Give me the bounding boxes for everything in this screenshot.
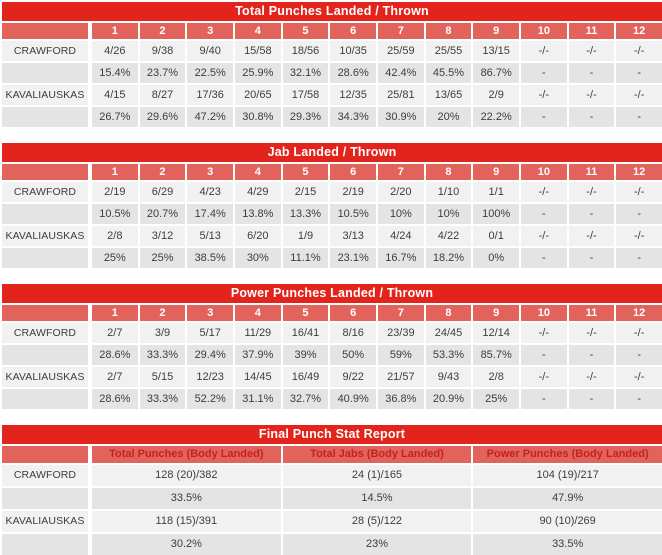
stat-cell: 13/65 [426,85,472,105]
stat-cell: 14/45 [235,367,281,387]
stat-cell: - [569,63,615,83]
stat-cell: 32.1% [283,63,329,83]
stat-cell: 34.3% [330,107,376,127]
fighter-label: KAVALIAUSKAS [2,511,90,532]
column-header: Power Punches (Body Landed) [473,446,662,463]
stat-cell: 17/36 [187,85,233,105]
stat-cell: 38.5% [187,248,233,268]
stat-cell: - [569,107,615,127]
stat-cell: 3/12 [140,226,186,246]
stat-cell: 31.1% [235,389,281,409]
empty-label-cell [2,345,90,365]
stat-cell: 16/41 [283,323,329,343]
column-header: Total Punches (Body Landed) [92,446,281,463]
stat-cell: -/- [616,323,662,343]
total-punches-table [2,2,662,127]
stat-cell: 10/35 [330,41,376,61]
stat-cell: 3/13 [330,226,376,246]
round-header: 4 [235,164,281,180]
stat-cell: -/- [569,323,615,343]
stat-cell: 29.6% [140,107,186,127]
percentage-row [2,63,662,83]
stat-cell: -/- [569,85,615,105]
empty-label-cell [2,488,90,509]
table-title: Final Punch Stat Report [2,425,662,444]
stat-cell: -/- [616,226,662,246]
percentage-row [2,248,662,268]
stat-cell: 23% [283,534,472,555]
stat-cell: - [521,345,567,365]
round-header: 12 [616,23,662,39]
stat-cell: 20.9% [426,389,472,409]
stat-cell: -/- [569,226,615,246]
stat-cell: 36.8% [378,389,424,409]
round-header: 9 [473,164,519,180]
empty-label-cell [2,248,90,268]
stat-cell: 23/39 [378,323,424,343]
stat-cell: 11/29 [235,323,281,343]
corner-cell [2,446,90,463]
stat-cell: 18.2% [426,248,472,268]
header-row [2,164,662,180]
stat-cell: -/- [521,41,567,61]
stat-cell: 104 (19)/217 [473,465,662,486]
stat-cell: 16.7% [378,248,424,268]
stat-cell: - [616,63,662,83]
stat-cell: 9/43 [426,367,472,387]
stat-cell: 20% [426,107,472,127]
stat-cell: -/- [521,85,567,105]
stat-cell: 2/19 [330,182,376,202]
stat-cell: 28 (5)/122 [283,511,472,532]
table-title: Power Punches Landed / Thrown [2,284,662,303]
fighter-row [2,41,662,61]
corner-cell [2,23,90,39]
stat-cell: 18/56 [283,41,329,61]
stat-cell: 15/58 [235,41,281,61]
stat-cell: 85.7% [473,345,519,365]
stat-cell: 40.9% [330,389,376,409]
round-header: 10 [521,164,567,180]
stat-cell: 14.5% [283,488,472,509]
round-header: 9 [473,305,519,321]
empty-label-cell [2,63,90,83]
stat-cell: 28.6% [92,389,138,409]
stat-cell: 4/29 [235,182,281,202]
round-header: 12 [616,164,662,180]
stat-cell: 50% [330,345,376,365]
round-header: 9 [473,23,519,39]
stat-cell: 23.1% [330,248,376,268]
empty-label-cell [2,107,90,127]
stat-cell: 12/14 [473,323,519,343]
fighter-label: KAVALIAUSKAS [2,367,90,387]
stat-cell: - [569,204,615,224]
stat-cell: 10% [378,204,424,224]
stat-cell: 13.8% [235,204,281,224]
stat-cell: 52.2% [187,389,233,409]
stat-cell: 118 (15)/391 [92,511,281,532]
stat-cell: 20/65 [235,85,281,105]
percentage-row [2,488,662,509]
stat-cell: -/- [616,367,662,387]
stat-cell: -/- [521,182,567,202]
fighter-label: KAVALIAUSKAS [2,226,90,246]
stat-cell: 6/20 [235,226,281,246]
stat-cell: -/- [521,367,567,387]
round-header: 1 [92,164,138,180]
stat-cell: - [521,63,567,83]
stat-cell: 25% [92,248,138,268]
stat-cell: 4/24 [378,226,424,246]
corner-cell [2,164,90,180]
stat-cell: 128 (20)/382 [92,465,281,486]
stat-cell: 20.7% [140,204,186,224]
stat-cell: 29.3% [283,107,329,127]
stat-cell: 5/15 [140,367,186,387]
stat-cell: 16/49 [283,367,329,387]
stat-cell: 47.9% [473,488,662,509]
stat-cell: 9/40 [187,41,233,61]
round-header: 5 [283,23,329,39]
stat-cell: 2/7 [92,367,138,387]
stat-cell: 53.3% [426,345,472,365]
percentage-row [2,107,662,127]
stat-cell: 17/58 [283,85,329,105]
stat-cell: 39% [283,345,329,365]
fighter-row [2,226,662,246]
round-header: 2 [140,164,186,180]
stat-cell: -/- [521,226,567,246]
stat-cell: 26.7% [92,107,138,127]
jab-table [2,143,662,268]
stat-cell: 9/22 [330,367,376,387]
stat-cell: - [569,345,615,365]
empty-label-cell [2,204,90,224]
round-header: 6 [330,23,376,39]
stat-cell: 24/45 [426,323,472,343]
stat-cell: - [616,107,662,127]
stat-cell: 4/26 [92,41,138,61]
header-row [2,446,662,463]
empty-label-cell [2,389,90,409]
stat-cell: 30.2% [92,534,281,555]
round-header: 1 [92,23,138,39]
round-header: 12 [616,305,662,321]
stat-cell: - [521,107,567,127]
stat-cell: 6/29 [140,182,186,202]
round-header: 3 [187,23,233,39]
column-header: Total Jabs (Body Landed) [283,446,472,463]
stat-cell: 1/10 [426,182,472,202]
table-title: Jab Landed / Thrown [2,143,662,162]
stat-cell: 28.6% [92,345,138,365]
round-header: 4 [235,23,281,39]
stat-cell: - [569,248,615,268]
round-header: 5 [283,305,329,321]
corner-cell [2,305,90,321]
fighter-row [2,367,662,387]
stat-cell: 33.3% [140,345,186,365]
stat-cell: 59% [378,345,424,365]
stat-cell: 42.4% [378,63,424,83]
round-header: 2 [140,23,186,39]
stat-cell: 2/19 [92,182,138,202]
round-header: 2 [140,305,186,321]
round-header: 11 [569,164,615,180]
fighter-label: KAVALIAUSKAS [2,85,90,105]
percentage-row [2,389,662,409]
round-header: 10 [521,305,567,321]
stat-cell: - [521,204,567,224]
stat-cell: 17.4% [187,204,233,224]
stat-cell: - [521,389,567,409]
stat-cell: 4/15 [92,85,138,105]
round-header: 8 [426,164,472,180]
stat-cell: -/- [569,367,615,387]
table-title: Total Punches Landed / Thrown [2,2,662,21]
round-header: 11 [569,23,615,39]
stat-cell: 0% [473,248,519,268]
stat-cell: 2/8 [92,226,138,246]
round-header: 1 [92,305,138,321]
stat-cell: -/- [569,182,615,202]
stat-cell: - [616,345,662,365]
round-header: 6 [330,305,376,321]
stat-cell: 30.8% [235,107,281,127]
stat-cell: 1/9 [283,226,329,246]
round-header: 3 [187,164,233,180]
stat-cell: 2/7 [92,323,138,343]
stat-cell: 10.5% [330,204,376,224]
round-header: 6 [330,164,376,180]
fighter-label: CRAWFORD [2,182,90,202]
stat-cell: 5/17 [187,323,233,343]
stat-cell: 37.9% [235,345,281,365]
stat-cell: - [521,248,567,268]
stat-cell: -/- [616,182,662,202]
stat-cell: 5/13 [187,226,233,246]
header-row [2,23,662,39]
final-report-table [2,425,662,555]
stat-cell: 33.5% [473,534,662,555]
stat-cell: 28.6% [330,63,376,83]
stat-cell: 32.7% [283,389,329,409]
stat-cell: 3/9 [140,323,186,343]
stat-cell: 2/8 [473,367,519,387]
stat-cell: - [616,204,662,224]
fighter-label: CRAWFORD [2,465,90,486]
fighter-label: CRAWFORD [2,323,90,343]
round-header: 7 [378,23,424,39]
stat-cell: 33.3% [140,389,186,409]
stat-cell: 13/15 [473,41,519,61]
stat-cell: 100% [473,204,519,224]
round-header: 11 [569,305,615,321]
stat-cell: 8/16 [330,323,376,343]
round-header: 8 [426,23,472,39]
stat-cell: 25/59 [378,41,424,61]
stat-cell: 25% [473,389,519,409]
stat-cell: -/- [569,41,615,61]
stat-cell: - [569,389,615,409]
stat-cell: 2/9 [473,85,519,105]
header-row [2,305,662,321]
stat-cell: -/- [616,85,662,105]
fighter-label: CRAWFORD [2,41,90,61]
stat-cell: 25/81 [378,85,424,105]
percentage-row [2,345,662,365]
stat-cell: 10% [426,204,472,224]
fighter-row [2,85,662,105]
stat-cell: 11.1% [283,248,329,268]
stat-cell: 13.3% [283,204,329,224]
stat-cell: 30.9% [378,107,424,127]
stat-cell: 15.4% [92,63,138,83]
stat-cell: 1/1 [473,182,519,202]
stat-cell: 25.9% [235,63,281,83]
stat-cell: 47.2% [187,107,233,127]
stat-cell: -/- [616,41,662,61]
stat-cell: 30% [235,248,281,268]
stat-cell: - [616,389,662,409]
stat-cell: -/- [521,323,567,343]
stat-cell: 0/1 [473,226,519,246]
stat-cell: 45.5% [426,63,472,83]
stat-cell: 86.7% [473,63,519,83]
stat-cell: 2/15 [283,182,329,202]
stat-cell: 9/38 [140,41,186,61]
stat-cell: 8/27 [140,85,186,105]
stat-cell: 23.7% [140,63,186,83]
fighter-row [2,323,662,343]
round-header: 8 [426,305,472,321]
stat-cell: 25% [140,248,186,268]
percentage-row [2,204,662,224]
stat-cell: 2/20 [378,182,424,202]
stat-cell: 4/22 [426,226,472,246]
fighter-row [2,511,662,532]
stat-cell: 90 (10)/269 [473,511,662,532]
stat-cell: 12/35 [330,85,376,105]
stat-cell: 4/23 [187,182,233,202]
stat-cell: 24 (1)/165 [283,465,472,486]
stat-cell: 12/23 [187,367,233,387]
round-header: 10 [521,23,567,39]
stat-cell: 21/57 [378,367,424,387]
stat-cell: 33.5% [92,488,281,509]
stat-cell: 10.5% [92,204,138,224]
stat-cell: 29.4% [187,345,233,365]
stat-cell: 22.5% [187,63,233,83]
round-header: 7 [378,305,424,321]
stat-cell: - [616,248,662,268]
stat-cell: 22.2% [473,107,519,127]
round-header: 4 [235,305,281,321]
stat-cell: 25/55 [426,41,472,61]
fighter-row [2,465,662,486]
round-header: 5 [283,164,329,180]
round-header: 7 [378,164,424,180]
power-punches-table [2,284,662,409]
round-header: 3 [187,305,233,321]
fighter-row [2,182,662,202]
